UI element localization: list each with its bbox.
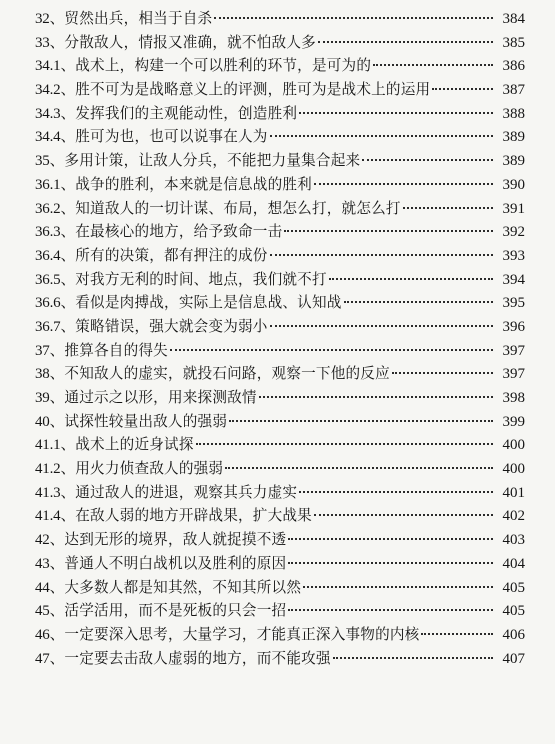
- toc-entry-title: 看似是肉搏战，实际上是信息战、认知战: [75, 294, 342, 312]
- toc-entry-number: 42、: [35, 532, 65, 549]
- toc-entry-page-number: 398: [502, 390, 525, 406]
- toc-entry-number: 36.6、: [35, 295, 76, 312]
- toc-entry-dot-leader: [432, 88, 493, 90]
- toc-entry: [35, 125, 525, 149]
- toc-entry-dot-leader: [270, 135, 493, 137]
- toc-entry-page-number: 406: [502, 626, 525, 643]
- toc-entry-dot-leader: [344, 301, 493, 303]
- toc-entry-title: 战争的胜利，本来就是信息战的胜利: [75, 175, 312, 193]
- toc-entry-dot-leader: [288, 562, 493, 564]
- toc-entry: [35, 528, 525, 552]
- toc-entry: [35, 102, 525, 126]
- toc-entry: [35, 268, 525, 292]
- toc-entry: [35, 54, 525, 78]
- toc-entry-dot-leader: [288, 538, 493, 540]
- toc-entry: [35, 386, 525, 410]
- toc-entry-dot-leader: [421, 633, 493, 635]
- toc-entry-number: 41.3、: [35, 484, 76, 501]
- toc-entry-page-number: 397: [502, 342, 525, 359]
- toc-entry-number: 36.1、: [35, 176, 76, 193]
- toc-entry-dot-leader: [270, 325, 493, 327]
- toc-entry-number: 36.2、: [35, 200, 76, 217]
- toc-entry-dot-leader: [270, 254, 493, 256]
- toc-entry-page-number: 384: [502, 11, 525, 27]
- toc-entry-dot-leader: [170, 349, 493, 351]
- toc-entry-page-number: 392: [502, 224, 525, 241]
- toc-entry-page-number: 395: [502, 295, 525, 312]
- toc-entry-page-number: 393: [502, 247, 525, 264]
- toc-entry-number: 45、: [35, 603, 65, 620]
- toc-entry-page-number: 385: [502, 34, 525, 51]
- toc-entry: [35, 291, 525, 315]
- toc-entry-number: 44、: [35, 579, 65, 596]
- toc-entry-page-number: 386: [502, 58, 525, 75]
- toc-entry-number: 36.4、: [35, 247, 76, 264]
- toc-entry-title: 分散敌人，情报又准确，就不怕敌人多: [64, 33, 316, 51]
- toc-entry-number: 41.2、: [35, 461, 76, 478]
- toc-entry-dot-leader: [333, 657, 493, 659]
- toc-entry-title: 普通人不明白战机以及胜利的原因: [64, 554, 287, 572]
- toc-entry-number: 33、: [35, 34, 65, 51]
- toc-entry: [35, 220, 525, 244]
- toc-entry: [35, 410, 525, 434]
- toc-entry: [35, 362, 525, 386]
- toc-entry-page-number: 400: [502, 437, 525, 454]
- toc-entry-number: 37、: [35, 342, 65, 359]
- toc-entry-page-number: 389: [502, 153, 525, 170]
- toc-entry-title: 通过示之以形，用来探测敌情: [64, 389, 257, 406]
- toc-entry-number: 40、: [35, 413, 65, 430]
- toc-entry-number: 35、: [35, 153, 65, 170]
- toc-entry-number: 38、: [35, 366, 65, 383]
- table-of-contents: [35, 7, 525, 670]
- toc-entry-number: 39、: [35, 390, 65, 406]
- toc-entry-title: 所有的决策，都有押注的成份: [75, 246, 268, 264]
- toc-entry: [35, 173, 525, 197]
- toc-entry-number: 34.2、: [35, 82, 76, 99]
- toc-entry-title: 战术上的近身试探: [75, 436, 194, 454]
- toc-entry: [35, 7, 525, 31]
- toc-entry-page-number: 400: [502, 461, 525, 478]
- toc-entry-dot-leader: [299, 112, 493, 114]
- toc-entry-page-number: 402: [502, 508, 525, 525]
- toc-entry-title: 达到无形的境界，敌人就捉摸不透: [64, 531, 287, 549]
- toc-entry-dot-leader: [329, 278, 493, 280]
- toc-entry-number: 41.1、: [35, 437, 76, 454]
- toc-entry-title: 知道敌人的一切计谋、布局，想怎么打，就怎么打: [75, 199, 401, 217]
- toc-entry-title: 大多数人都是知其然，不知其所以然: [64, 578, 302, 596]
- toc-entry-number: 34.3、: [35, 105, 76, 122]
- toc-entry-dot-leader: [225, 467, 493, 469]
- toc-entry: [35, 78, 525, 102]
- toc-entry-page-number: 387: [502, 82, 525, 99]
- toc-entry-title: 用火力侦查敌人的强弱: [75, 460, 224, 478]
- toc-entry-page-number: 405: [502, 579, 525, 596]
- toc-entry-dot-leader: [214, 17, 493, 19]
- toc-entry-title: 发挥我们的主观能动性，创造胜利: [75, 104, 298, 122]
- toc-entry-title: 活学活用，而不是死板的只会一招: [64, 602, 287, 620]
- toc-entry-title: 试探性较量出敌人的强弱: [64, 412, 228, 430]
- toc-entry-number: 46、: [35, 626, 65, 643]
- toc-entry-title: 战术上，构建一个可以胜利的环节，是可为的: [75, 57, 372, 75]
- toc-entry: [35, 552, 525, 576]
- toc-entry-page-number: 404: [502, 555, 525, 572]
- toc-entry: [35, 599, 525, 623]
- toc-entry-dot-leader: [314, 514, 493, 516]
- toc-entry-title: 推算各自的得失: [64, 341, 168, 359]
- toc-entry-page-number: 407: [502, 650, 525, 667]
- toc-entry-number: 34.4、: [35, 129, 76, 146]
- toc-entry-dot-leader: [318, 41, 493, 43]
- toc-entry-dot-leader: [392, 372, 493, 374]
- toc-entry-dot-leader: [284, 230, 493, 232]
- toc-entry-title: 贸然出兵，相当于自杀: [64, 10, 213, 27]
- toc-entry-page-number: 401: [502, 484, 525, 501]
- toc-entry: [35, 576, 525, 600]
- toc-entry-title: 多用计策，让敌人分兵，不能把力量集合起来: [64, 152, 361, 170]
- toc-entry-number: 32、: [35, 11, 65, 27]
- toc-entry-page-number: 394: [502, 271, 525, 288]
- toc-entry-page-number: 405: [502, 603, 525, 620]
- toc-entry: [35, 647, 525, 671]
- toc-entry-dot-leader: [303, 586, 493, 588]
- toc-entry: [35, 623, 525, 647]
- toc-entry-page-number: 388: [502, 105, 525, 122]
- toc-entry-title: 策略错误，强大就会变为弱小: [75, 317, 268, 335]
- toc-entry-dot-leader: [288, 609, 493, 611]
- toc-entry: [35, 433, 525, 457]
- toc-entry-title: 一定要去击敌人虚弱的地方，而不能攻强: [64, 649, 331, 667]
- toc-entry-number: 36.5、: [35, 271, 76, 288]
- toc-entry-dot-leader: [403, 207, 493, 209]
- toc-entry: [35, 315, 525, 339]
- toc-entry-number: 47、: [35, 650, 65, 667]
- toc-entry: [35, 149, 525, 173]
- toc-entry: [35, 31, 525, 55]
- toc-entry: [35, 244, 525, 268]
- toc-entry-dot-leader: [314, 183, 493, 185]
- toc-entry-dot-leader: [373, 64, 493, 66]
- toc-entry: [35, 197, 525, 221]
- toc-entry-number: 41.4、: [35, 508, 76, 525]
- toc-entry-title: 胜可为也，也可以说事在人为: [75, 128, 268, 146]
- toc-entry-dot-leader: [299, 491, 493, 493]
- toc-entry-title: 一定要深入思考，大量学习，才能真正深入事物的内核: [64, 625, 420, 643]
- toc-entry-number: 36.7、: [35, 318, 76, 335]
- toc-entry-page-number: 390: [502, 176, 525, 193]
- toc-entry-title: 在最核心的地方，给予致命一击: [75, 223, 283, 241]
- toc-entry: [35, 504, 525, 528]
- toc-entry-page-number: 397: [502, 366, 525, 383]
- toc-entry-number: 34.1、: [35, 58, 76, 75]
- toc-entry-title: 在敌人弱的地方开辟战果，扩大战果: [75, 507, 312, 525]
- toc-entry: [35, 481, 525, 505]
- toc-entry-page-number: 399: [502, 413, 525, 430]
- toc-entry: [35, 457, 525, 481]
- toc-entry-page-number: 389: [502, 129, 525, 146]
- toc-entry-number: 43、: [35, 555, 65, 572]
- toc-entry-page-number: 403: [502, 532, 525, 549]
- toc-entry: [35, 339, 525, 363]
- toc-entry-page-number: 391: [502, 200, 525, 217]
- toc-entry-title: 不知敌人的虚实，就投石问路，观察一下他的反应: [64, 365, 390, 383]
- toc-entry-dot-leader: [259, 396, 493, 398]
- toc-entry-dot-leader: [362, 159, 493, 161]
- toc-entry-number: 36.3、: [35, 224, 76, 241]
- toc-entry-dot-leader: [229, 420, 493, 422]
- toc-entry-page-number: 396: [502, 318, 525, 335]
- toc-entry-title: 通过敌人的进退，观察其兵力虚实: [75, 483, 298, 501]
- toc-entry-dot-leader: [196, 443, 493, 445]
- toc-entry-title: 对我方无利的时间、地点，我们就不打: [75, 270, 327, 288]
- toc-entry-title: 胜不可为是战略意义上的评测，胜可为是战术上的运用: [75, 81, 431, 99]
